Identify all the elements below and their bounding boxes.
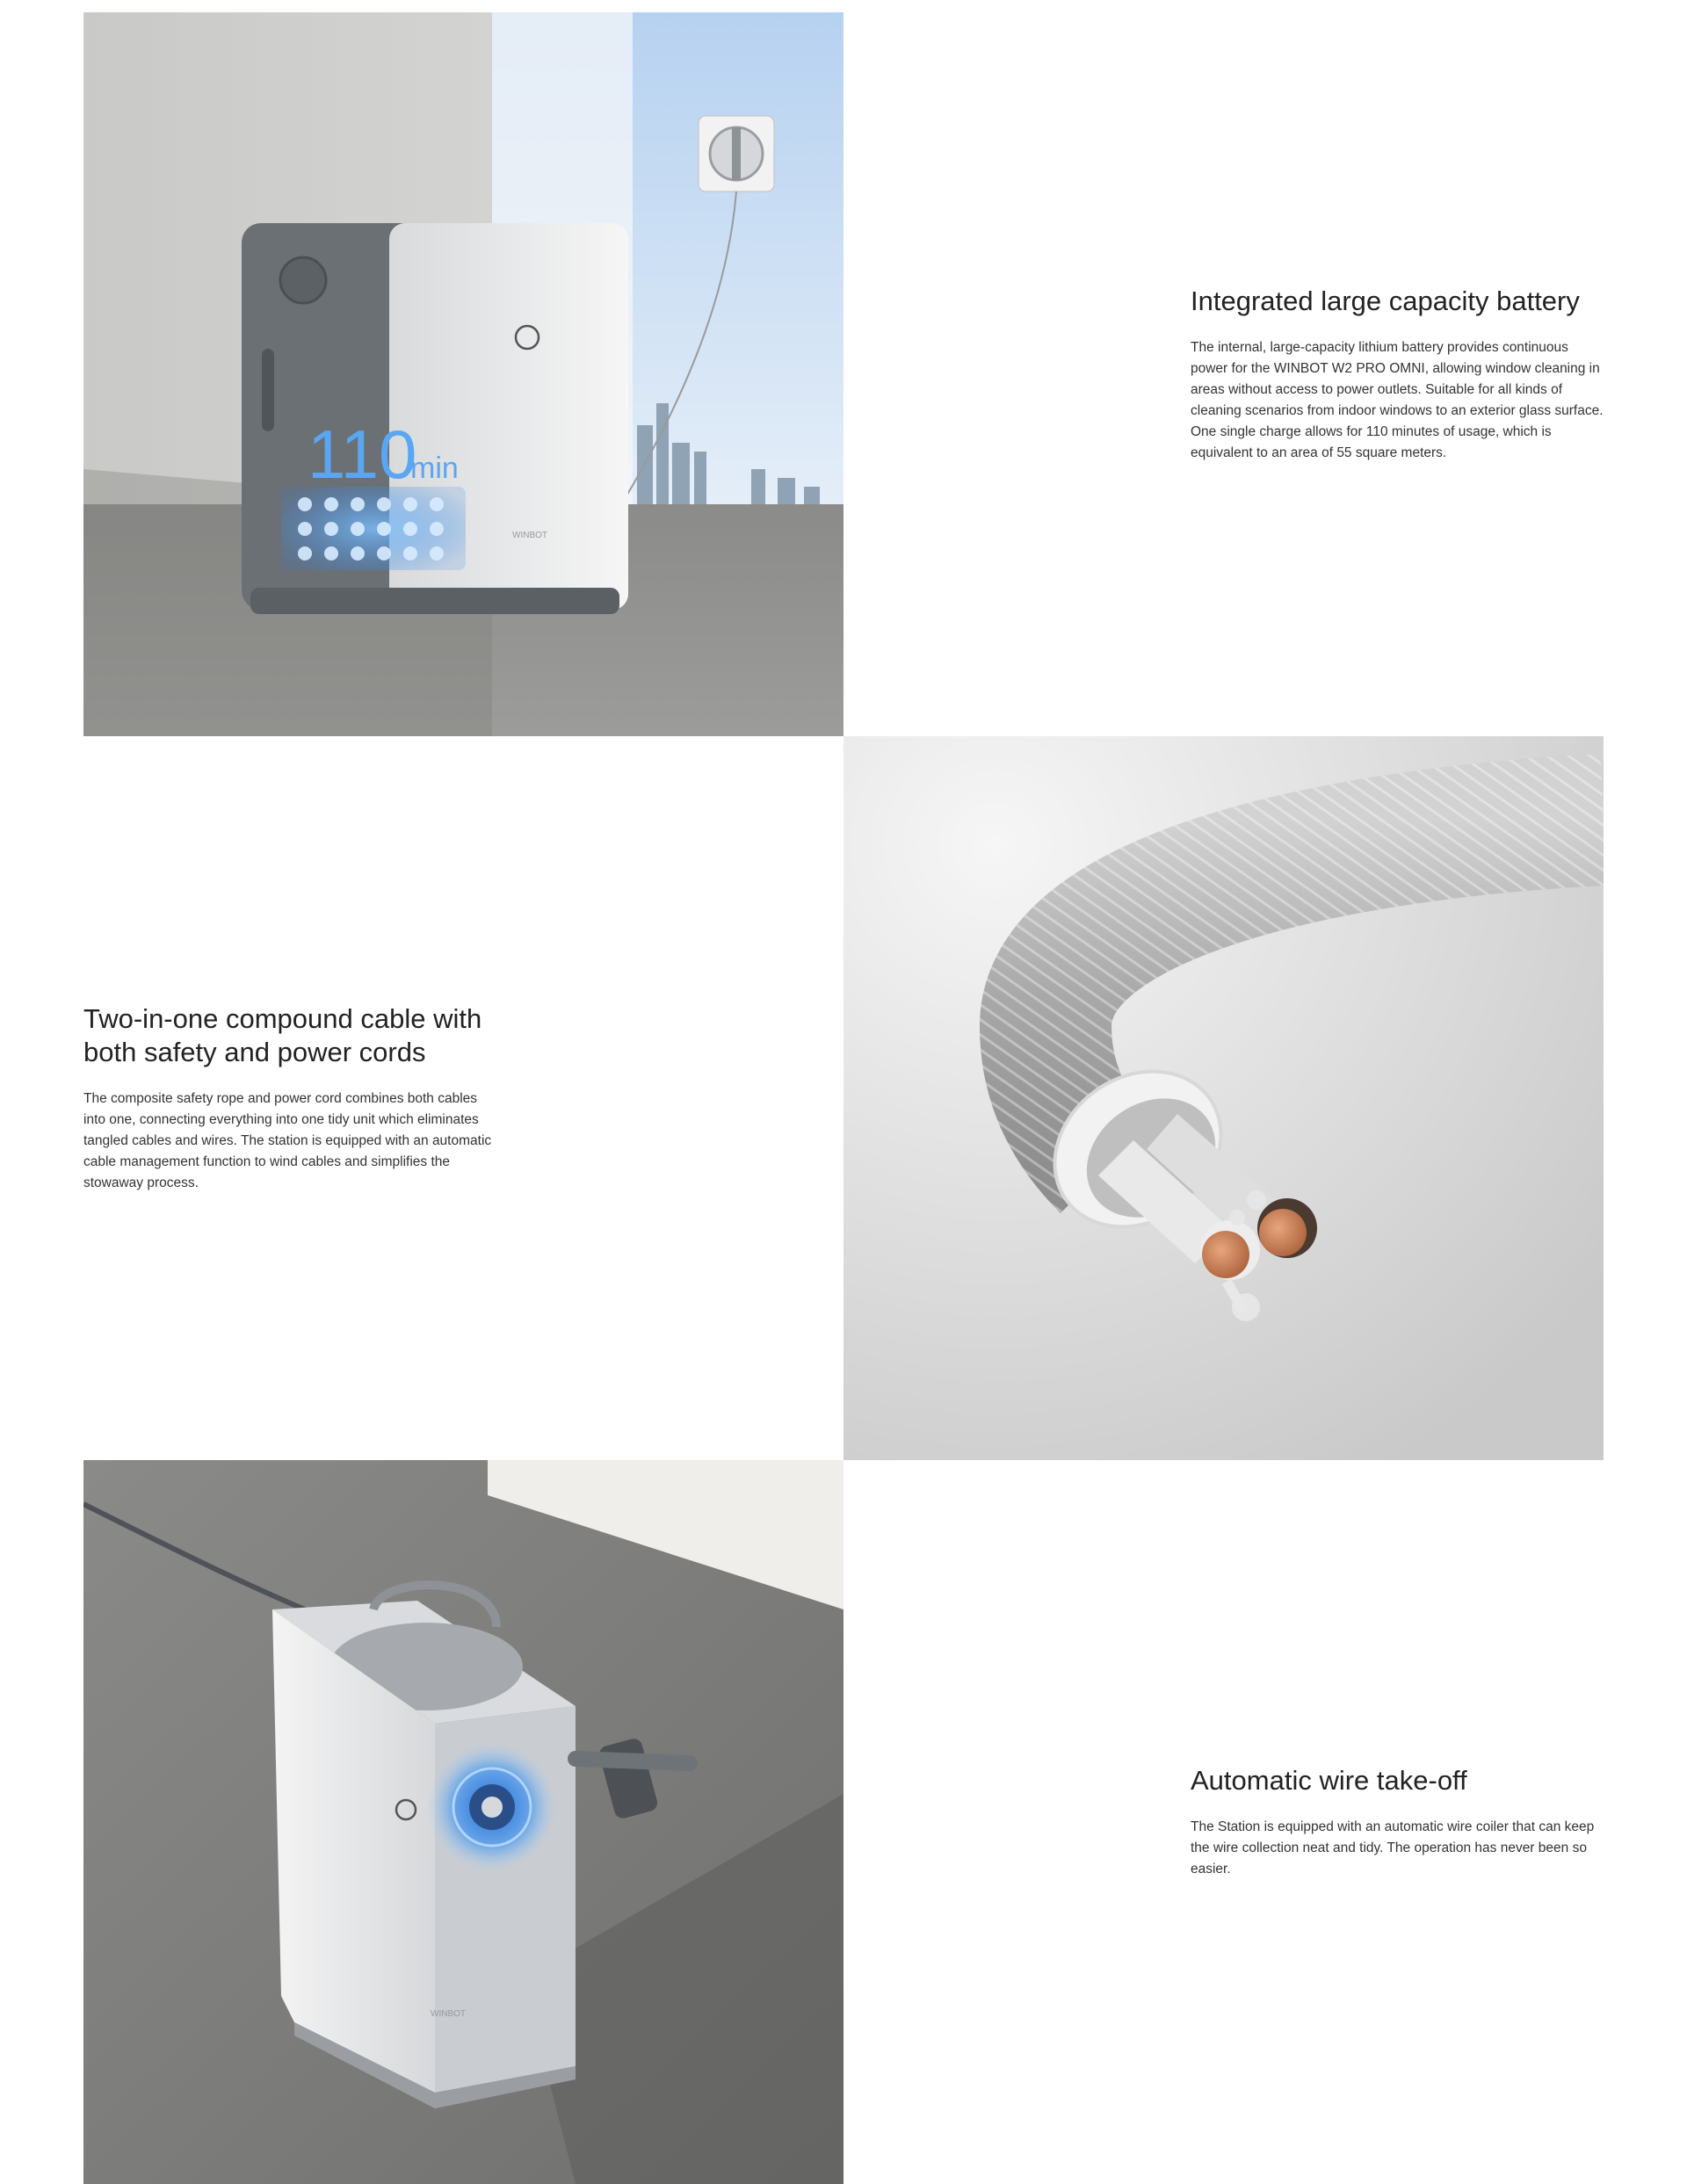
battery-text [1191,285,1604,464]
battery-minutes-unit: min [410,452,459,485]
cable-image [844,736,1604,1460]
station-brand-text: WINBOT [431,2009,466,2019]
station-battery-illustration [83,12,844,736]
battery-image [83,12,844,736]
feature-description: The Station is equipped with an automatic wire coiler that can keep the wire collection neat and tidy. The operation has never been so easier. [1191,1819,1595,1877]
compound-cable-illustration [844,736,1604,1460]
feature-battery [83,12,1604,736]
feature-title: Automatic wire take-off [1191,1765,1467,1796]
feature-title: Two-in-one compound cable with both safety and power cords [83,1003,482,1067]
station-brand-text: WINBOT [512,531,547,540]
station-coiler-illustration [83,1460,844,2184]
cable-text [83,1002,496,1194]
feature-description: The internal, large-capacity lithium battery provides continuous power for the WINBOT W2 PRO OMNI, allowing window cleaning in areas without access to power outlets. Suitable for all kinds of cleaning scenarios from indoor windows to an exterior glass surface. One single charge allows for 110 minutes of usage, which is equivalent to an area of 55 square meters. [1191,340,1604,460]
feature-wire-takeoff [83,1460,1604,2184]
wire-takeoff-image [83,1460,844,2184]
wire-takeoff-text [1191,1764,1604,1880]
feature-description: The composite safety rope and power cord combines both cables into one, connecting everything into one tidy unit which eliminates tangled cables and wires. The station is equipped with an automatic cable management function to wind cables and simplifies the stowaway process. [83,1091,492,1190]
feature-title: Integrated large capacity battery [1191,286,1580,316]
feature-cable [83,736,1604,1460]
battery-minutes-number: 110 [308,416,417,493]
